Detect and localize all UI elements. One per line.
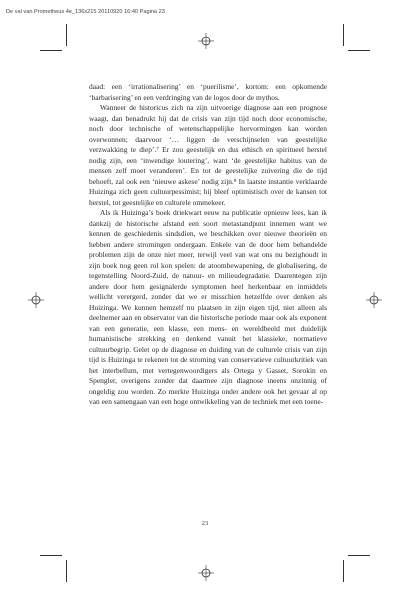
crop-mark [40,50,62,51]
body-text [89,82,327,408]
registration-mark-icon [198,565,214,581]
paragraph: daad: een ‘irrationalisering’ en ‘puerilisme’, kortom: een opkomende ‘barbarisering’ en een verdringing van de logos door de mythos. [89,82,327,102]
registration-mark-icon [28,292,44,308]
crop-mark [343,24,344,46]
crop-mark [343,560,344,582]
paragraph: Als ik Huizinga’s boek driekwart eeuw na publicatie opnieuw lees, kan ik dankzij de historische afstand een soort metastandpunt innemen want we kennen de geschiedenis sindsdien, we beschikken over nieuwe theorieën en hebben andere stromingen ondergaan. Enkele van de door hem behandelde problemen zijn de onze niet meer, terwijl veel van wat ons nu bezighoudt in zijn boek nog geen rol kon spelen: de atoombewapening, de globalisering, de tegenstelling Noord-Zuid, de natuur- en milieudegradatie. Daarentegen zijn andere door hem gesignalerde symptomen heel herkenbaar en inmiddels wellicht verergerd, zonder dat we er misschien hetzelfde over denken als Huizinga. We kunnen hemzelf nu plaatsen in zijn eigen tijd, niet alleen als deelnemer aan en observator van die historische periode maar ook als exponent van een generatie, een klasse, een mens- en wereldbeeld met duidelijk humanistische strekking en denkend vanuit het klassieke, normatieve cultuurbegrip. Gelet op de diagnose en duiding van de culturele crisis van zijn tijd is Huizinga te rekenen tot de stroming van conservatieve cultuurkritiek van het interbellum, met vertegenwoordigers als Ortega y Gasset, Sorokin en Spengler, overigens zonder dat daarmee zijn diagnose ineens onzinnig of ongeldig zou worden. Zo merkte Huizinga onder andere ook het gevaar al op van een samengaan van een hoge ontwikkeling van de techniek met een toene- [89,208,327,406]
crop-mark [348,555,370,556]
registration-mark-icon [366,292,382,308]
crop-mark [40,555,62,556]
crop-mark [66,24,67,46]
print-slug: De val van Prometheus 4e_136x215 20110920 16:40 Pagina 23 [6,9,165,15]
registration-mark-icon [198,33,214,49]
crop-mark [66,560,67,582]
crop-mark [348,50,370,51]
paragraph: Wanneer de historicus zich na zijn uitvoerige diagnose aan een prognose waagt, dan benadrukt hij dat de crisis van zijn tijd noch door economische, noch door technische of wetenschappelijke hervormingen kan worden overwonnen; daarvoor ‘… liggen de verschijnselen van geestelijke verzwakking te diep’.⁷ Er zou geestelijk en dus ethisch en spiritueel herstel nodig zijn, een ‘inwendige loutering’, want ‘de geestelijke habitus van de mensen zelf moet veranderen’. En tot de geestelijke zuivering die de tijd behoeft, zal ook een ‘nieuwe askese’ nodig zijn.⁸ In laatste instantie verklaarde Huizinga zich geen cultuurpessimist; hij bleef optimistisch over de kansen tot herstel, tot geestelijke en culturele ommekeer. [89,103,327,207]
page-number: 23 [201,520,209,527]
